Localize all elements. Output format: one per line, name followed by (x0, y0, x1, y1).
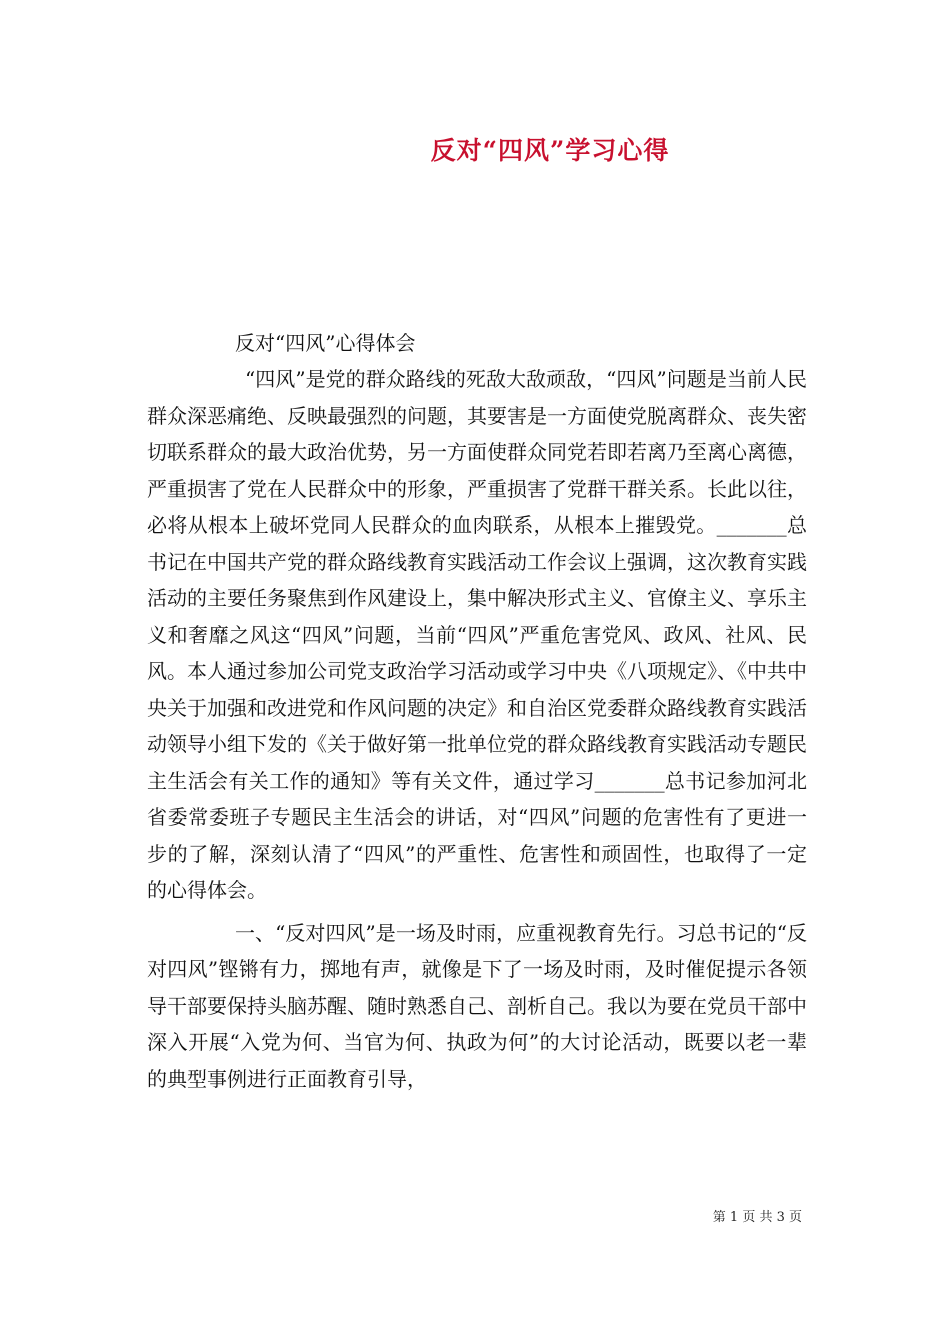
paragraph: “四风”是党的群众路线的死敌大敌顽敌，“四风”问题是当前人民群众深恶痛绝、反映最强烈的问题，其要害是一方面使党脱离群众、丧失密切联系群众的最大政治优势，另一方面使群众同党若即若离乃至离心离德，严重损害了党在人民群众中的形象，严重损害了党群干群关系。长此以往，必将从根本上破坏党同人民群众的血肉联系，从根本上摧毁党。_______总书记在中国共产党的群众路线教育实践活动工作会议上强调，这次教育实践活动的主要任务聚焦到作风建设上，集中解决形式主义、官僚主义、享乐主义和奢靡之风这“四风”问题，当前“四风”严重危害党风、政风、社风、民风。本人通过参加公司党支政治学习活动或学习中央《八项规定》、《中共中央关于加强和改进党和作风问题的决定》和自治区党委群众路线教育实践活动领导小组下发的《关于做好第一批单位党的群众路线教育实践活动专题民主生活会有关工作的通知》等有关文件，通过学习_______总书记参加河北省委常委班子专题民主生活会的讲话，对“四风”问题的危害性有了更进一步的了解，深刻认清了“四风”的严重性、危害性和顽固性，也取得了一定的心得体会。 (147, 367, 807, 902)
page-indicator: 第 1 页 共 3 页 (712, 1210, 802, 1225)
page-title: 反对“四风”学习心得 (430, 136, 670, 165)
paragraph: 一、“反对四风”是一场及时雨，应重视教育先行。习总书记的“反对四风”铿锵有力，掷地有声，就像是下了一场及时雨，及时催促提示各领导干部要保持头脑苏醒、随时熟悉自己、剖析自己。我以为要在党员干部中深入开展“入党为何、当官为何、执政为何”的大讨论活动，既要以老一辈的典型事例进行正面教育引导， (147, 920, 807, 1091)
document-body (147, 325, 807, 1097)
subheading: 反对“四风”心得体会 (235, 331, 416, 355)
